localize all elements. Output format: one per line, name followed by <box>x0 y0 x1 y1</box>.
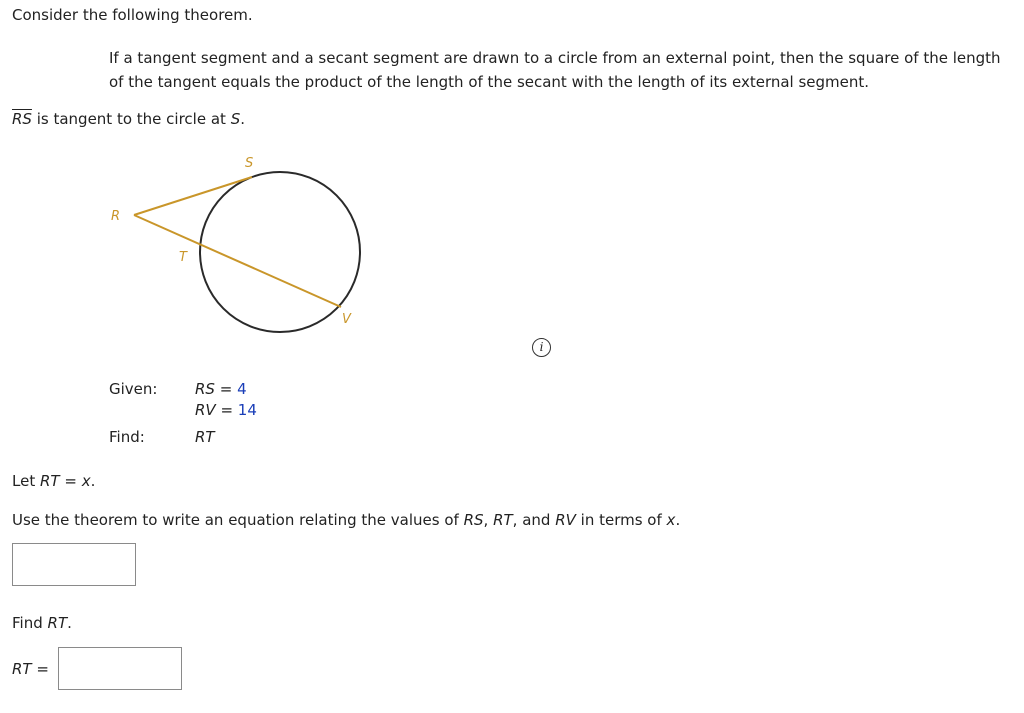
instruction-x: x <box>666 511 676 529</box>
let-eq: = <box>59 472 82 490</box>
let-prefix: Let <box>12 472 40 490</box>
find-value: RT <box>195 428 215 446</box>
rt-answer-label <box>12 660 49 678</box>
intro-text: Consider the following theorem. <box>12 6 253 24</box>
instruction-end: . <box>675 511 681 529</box>
find-rt-end: . <box>67 614 72 632</box>
rt-answer-eq: = <box>31 660 49 678</box>
circle-diagram <box>100 150 380 350</box>
instruction-part2: in terms of <box>575 511 667 529</box>
given-rs-eq: = <box>214 380 238 398</box>
instruction-rv: RV <box>555 511 576 529</box>
point-v-label: V <box>342 312 351 327</box>
find-rt-var: RT <box>47 614 68 632</box>
tangent-statement-text: is tangent to the circle at <box>31 110 231 128</box>
instruction-part1: Use the theorem to write an equation relating the values of <box>12 511 464 529</box>
tangent-statement <box>12 110 245 128</box>
instruction-text <box>12 511 680 529</box>
instruction-rs: RS <box>463 511 484 529</box>
segment-rs-label: $\overline{RS}$ <box>12 110 32 128</box>
point-t-label: T <box>179 250 187 265</box>
tangent-segment-rs <box>134 177 252 215</box>
instruction-sep1: , <box>483 511 494 529</box>
circle <box>200 172 360 332</box>
equation-input[interactable] <box>12 543 136 586</box>
given-rv-eq: = <box>215 401 238 419</box>
secant-segment-rv <box>134 215 341 307</box>
find-label: Find: <box>109 428 145 446</box>
tangent-statement-end: . <box>240 110 245 128</box>
find-rt-prompt <box>12 614 72 632</box>
find-rt-prefix: Find <box>12 614 48 632</box>
let-end: . <box>90 472 96 490</box>
given-rv-value: 14 <box>237 401 257 419</box>
let-x: x <box>81 472 91 490</box>
rt-answer-var: RT <box>12 660 32 678</box>
rt-answer-input[interactable] <box>58 647 182 690</box>
given-label: Given: <box>109 380 158 398</box>
given-rs <box>195 380 247 398</box>
info-icon[interactable]: i <box>532 338 551 357</box>
point-s-label: S <box>245 156 254 171</box>
let-statement <box>12 472 95 490</box>
given-rv <box>195 401 257 419</box>
instruction-rt: RT <box>493 511 513 529</box>
point-r-label: R <box>111 209 121 224</box>
given-rs-name: RS <box>195 380 215 398</box>
let-var: RT <box>39 472 60 490</box>
theorem-text: If a tangent segment and a secant segment are drawn to a circle from an external point, then the square of the length of the tangent equals the product of the length of the secant with the length of its external segment. <box>109 49 1001 91</box>
given-rv-name: RV <box>195 401 216 419</box>
instruction-sep2: , and <box>512 511 556 529</box>
given-rs-value: 4 <box>237 380 247 398</box>
tangent-point-label: S <box>230 110 241 128</box>
